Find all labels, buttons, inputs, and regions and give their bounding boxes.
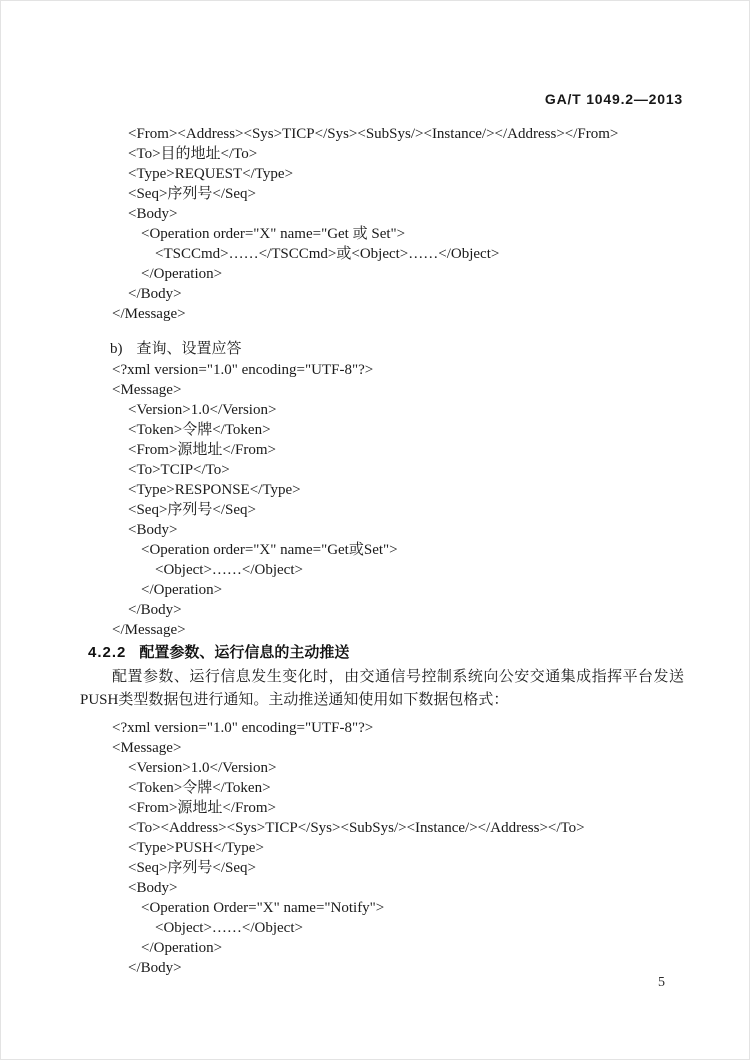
xml-push-example (0, 718, 750, 978)
xml-code-line: </Body> (128, 960, 182, 976)
list-item-b (110, 339, 242, 359)
xml-code-line: <Operation order="X" name="Get或Set"> (141, 542, 398, 558)
xml-code-line: </Body> (128, 602, 182, 618)
xml-code-line: <Type>REQUEST</Type> (128, 166, 294, 182)
xml-request-example-tail (0, 124, 750, 324)
xml-code-line: <Seq>序列号</Seq> (128, 860, 257, 876)
xml-code-line: <To>TCIP</To> (128, 462, 230, 478)
xml-code-line: <TSCCmd>……</TSCCmd>或<Object>……</Object> (155, 246, 500, 262)
xml-code-line: <Seq>序列号</Seq> (128, 186, 257, 202)
xml-code-line: <Type>PUSH</Type> (128, 840, 264, 856)
list-item-label: b) (110, 341, 123, 357)
xml-code-line: <Token>令牌</Token> (128, 780, 271, 796)
xml-code-line: </Message> (112, 622, 186, 638)
xml-code-line: </Operation> (141, 940, 223, 956)
xml-code-line: </Body> (128, 286, 182, 302)
xml-code-line: <Body> (128, 522, 178, 538)
xml-code-line: <Type>RESPONSE</Type> (128, 482, 301, 498)
xml-code-line: <From><Address><Sys>TICP</Sys><SubSys/><Instance/></Address></From> (128, 126, 619, 142)
standard-reference-header: GA/T 1049.2—2013 (544, 91, 683, 107)
xml-code-line: <To>目的地址</To> (128, 146, 258, 162)
list-item-title: 查询、设置应答 (136, 341, 242, 357)
clause-number: 4.2.2 (88, 644, 127, 661)
xml-code-line: <Seq>序列号</Seq> (128, 502, 257, 518)
xml-code-line: <Version>1.0</Version> (128, 760, 277, 776)
xml-code-line: <To><Address><Sys>TICP</Sys><SubSys/><Instance/></Address></To> (128, 820, 585, 836)
clause-title: 配置参数、运行信息的主动推送 (139, 644, 350, 661)
xml-code-line: <?xml version="1.0" encoding="UTF-8"?> (112, 720, 374, 736)
xml-code-line: <Object>……</Object> (155, 562, 303, 578)
xml-code-line: <Body> (128, 880, 178, 896)
xml-code-line: <From>源地址</From> (128, 442, 277, 458)
xml-response-example (0, 360, 750, 640)
xml-code-line: <Object>……</Object> (155, 920, 303, 936)
xml-code-line: </Operation> (141, 582, 223, 598)
xml-code-line: <From>源地址</From> (128, 800, 277, 816)
clause-heading-4-2-2 (88, 644, 349, 662)
xml-code-line: <?xml version="1.0" encoding="UTF-8"?> (112, 362, 374, 378)
xml-code-line: <Operation order="X" name="Get 或 Set"> (141, 226, 406, 242)
xml-code-line: <Token>令牌</Token> (128, 422, 271, 438)
page-number: 5 (658, 975, 665, 990)
xml-code-line: </Message> (112, 306, 186, 322)
xml-code-line: </Operation> (141, 266, 223, 282)
xml-code-line: <Message> (112, 740, 182, 756)
clause-paragraph: 配置参数、运行信息发生变化时，由交通信号控制系统向公安交通集成指挥平台发送PUSH类型数据包进行通知。主动推送通知使用如下数据包格式： (80, 669, 684, 708)
xml-code-line: <Version>1.0</Version> (128, 402, 277, 418)
xml-code-line: <Message> (112, 382, 182, 398)
xml-code-line: <Body> (128, 206, 178, 222)
xml-code-line: <Operation Order="X" name="Notify"> (141, 900, 385, 916)
